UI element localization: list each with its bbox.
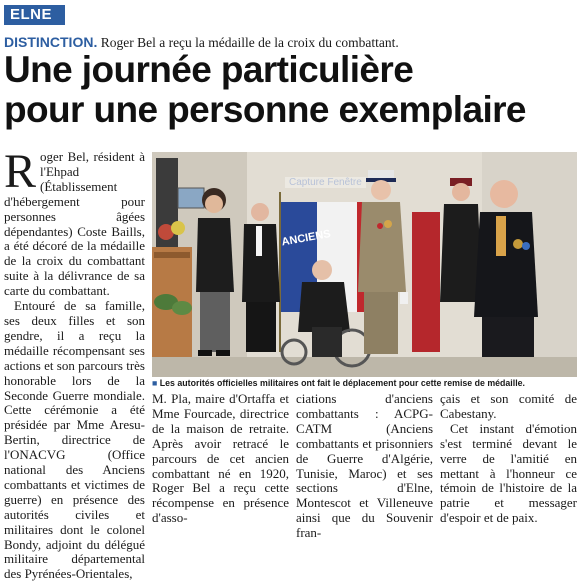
article-column-4 (440, 392, 577, 526)
section-tag: ELNE (4, 5, 65, 25)
article-column-1 (4, 145, 145, 582)
flag-text: ANCIENS (280, 228, 332, 249)
article-column-4-paragraph-2: Cet instant d'émotion s'est terminé devant le verre de l'amitié en mettant à l'honneur ce témoin de l'histoire de la patrie et messager d'espoir et de paix. (440, 420, 577, 526)
article-column-3 (296, 392, 433, 541)
kicker-text: Roger Bel a reçu la médaille de la croix du combattant. (97, 35, 399, 50)
article-column-2 (152, 392, 289, 526)
article-column-2-text: M. Pla, maire d'Ortaffa et Mme Fourcade, directrice de la maison de retraite. Après avoir retracé le parcours de cet ancien combattant né en 1920, Roger Bel a reçu cette récompense en présence d'asso- (152, 391, 289, 526)
headline-line-2: pour une personne exemplaire (4, 89, 526, 130)
drop-cap: R (4, 145, 37, 198)
headline-line-1: Une journée particulière (4, 49, 414, 90)
article-column-4-paragraph-1: çais et son comité de Cabestany. (440, 391, 577, 421)
caption-text: Les autorités officielles militaires ont fait le déplacement pour cette remise de médaille. (159, 378, 525, 388)
photo-caption (152, 377, 577, 390)
article-paragraph-2: Entouré de sa famille, ses deux filles et son gendre, il a reçu la médaille récompensant ses actions et son parcours très honorable lors de la Seconde Guerre mondiale. Cette cérémonie a été présidée par Mme Aresu- Bertin, directrice de l'ONACVG (Office national des Anciens combattants et victimes de guerre) en présence des autorités civiles et militaires dont le colonel Bondy, adjoint du délégué militaire départemental des Pyrénées-Orientales, (4, 298, 145, 582)
article-paragraph-1-text: oger Bel, résident à l'Ehpad (Établissement d'hébergement pour personnes âgées dépendantes) Coste Baills, a été décoré de la médaille de la croix du combattant suite à la délivrance de sa carte du combattant. (4, 149, 145, 299)
headline (4, 50, 580, 130)
caption-bullet-icon: ■ (152, 378, 158, 388)
kicker-label: DISTINCTION. (4, 34, 98, 50)
watermark: Capture Fenêtre (285, 177, 366, 188)
article-column-3-text: ciations d'anciens combattants : ACPG-CATM (Anciens combattants et prisonniers de Guerre d'Algérie, Tunisie, Maroc) et ses sections d'Elne, Montescot et Villeneuve ainsi que du Souvenir fran- (296, 391, 433, 541)
article-paragraph-1 (4, 145, 145, 299)
